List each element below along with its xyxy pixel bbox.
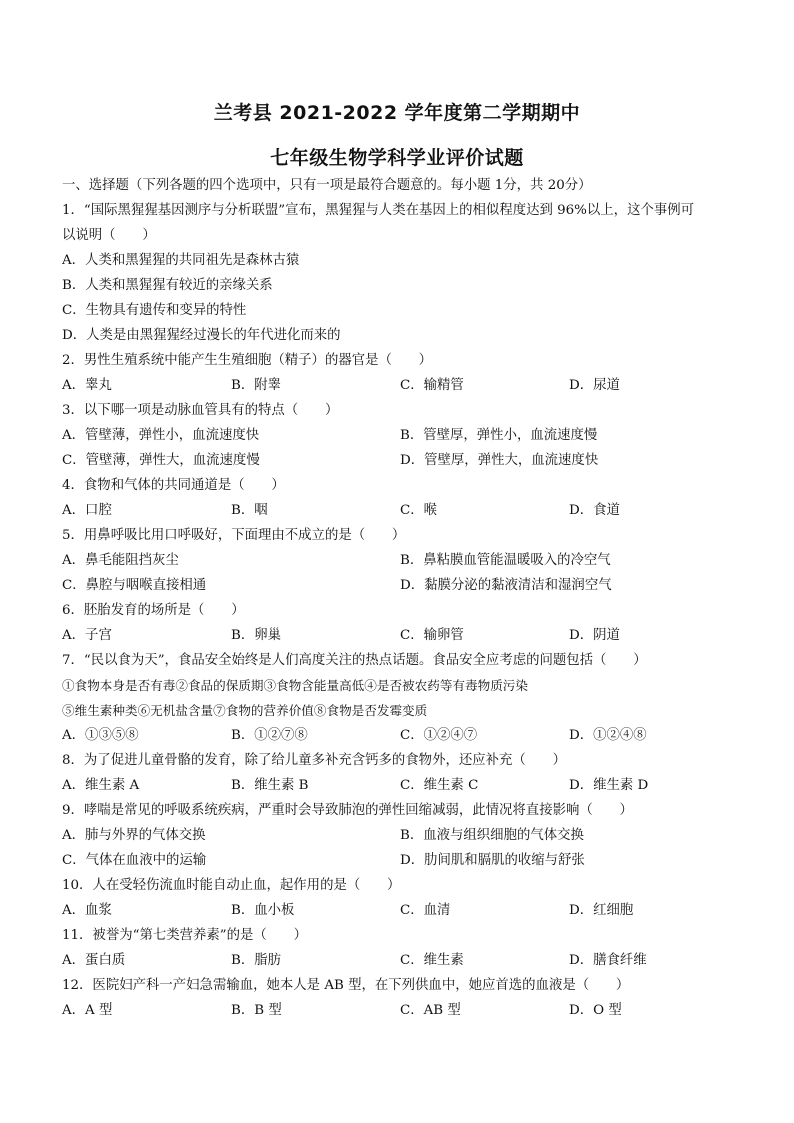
option-D: D．管壁厚，弹性大，血流速度快 — [400, 453, 599, 468]
option-B: B．附睾 — [231, 378, 282, 393]
question-stem: 11．被誉为“第七类营养素”的是（ ） — [62, 928, 307, 943]
question-7 — [62, 648, 738, 748]
exam-title: 兰考县 2021-2022 学年度第二学期期中 — [213, 102, 581, 124]
option-D: D．红细胞 — [569, 903, 634, 918]
question-stem: 12．医院妇产科一产妇急需输血，她本人是 AB 型，在下列供血中，她应首选的血液是（ ） — [62, 978, 630, 993]
option-row — [62, 423, 738, 448]
option-C: C．维生素 — [400, 953, 464, 968]
question-1 — [62, 198, 738, 348]
option-D: D．①②④⑧ — [569, 728, 647, 743]
question-stem: 1．“国际黑猩猩基因测序与分析联盟”宣布，黑猩猩与人类在基因上的相似程度达到 96%以上，这个事例可 — [62, 203, 695, 218]
question-2 — [62, 348, 738, 398]
option-A: A．A 型 — [62, 1003, 113, 1018]
option-D: D．肋间肌和膈肌的收缩与舒张 — [400, 853, 585, 868]
option-B: B．血小板 — [231, 903, 295, 918]
option-row — [62, 548, 738, 573]
question-stem: 2．男性生殖系统中能产生生殖细胞（精子）的器官是（ ） — [62, 353, 433, 368]
question-8 — [62, 748, 738, 798]
option-B: B．管壁厚，弹性小，血流速度慢 — [400, 428, 598, 443]
option-D: D．O 型 — [569, 1003, 622, 1018]
option-D: D．维生素 D — [569, 778, 649, 793]
option-A: A．管壁薄，弹性小，血流速度快 — [62, 428, 260, 443]
option-row — [62, 773, 738, 798]
option-row — [62, 573, 738, 598]
option-C: C．生物具有遗传和变异的特性 — [62, 303, 247, 318]
option-row — [62, 373, 738, 398]
question-stem: 5．用鼻呼吸比用口呼吸好，下面理由不成立的是（ ） — [62, 528, 406, 543]
option-row — [62, 948, 738, 973]
option-C: C．输精管 — [400, 378, 464, 393]
option-B: B．人类和黑猩猩有较近的亲缘关系 — [62, 278, 273, 293]
question-11 — [62, 923, 738, 973]
question-statement: ⑤维生素种类⑥无机盐含量⑦食物的营养价值⑧食物是否发霉变质 — [62, 703, 428, 718]
question-3 — [62, 398, 738, 473]
option-C: C．鼻腔与咽喉直接相通 — [62, 578, 207, 593]
option-B: B．血液与组织细胞的气体交换 — [400, 828, 584, 843]
option-B: B．①②⑦⑧ — [231, 728, 308, 743]
question-statement: ①食物本身是否有毒②食品的保质期③食物含能量高低④是否被农药等有毒物质污染 — [62, 678, 528, 693]
option-row — [62, 823, 738, 848]
question-stem: 8．为了促进儿童骨骼的发育，除了给儿童多补充含钙多的食物外，还应补充（ ） — [62, 753, 566, 768]
option-B: B．咽 — [231, 503, 268, 518]
option-D: D．膳食纤维 — [569, 953, 647, 968]
option-A: A．维生素 A — [62, 778, 140, 793]
option-A: A．鼻毛能阻挡灰尘 — [62, 553, 179, 568]
option-D: D．阴道 — [569, 628, 620, 643]
option-A: A．肺与外界的气体交换 — [62, 828, 206, 843]
option-A: A．人类和黑猩猩的共同祖先是森林古猿 — [62, 253, 300, 268]
option-C: C．AB 型 — [400, 1003, 461, 1018]
exam-subtitle: 七年级生物学科学业评价试题 — [270, 147, 524, 169]
option-D: D．食道 — [569, 503, 620, 518]
option-C: C．血清 — [400, 903, 451, 918]
question-4 — [62, 473, 738, 523]
option-A: A．蛋白质 — [62, 953, 126, 968]
option-A: A．血浆 — [62, 903, 112, 918]
question-list — [62, 198, 738, 1023]
option-C: C．管壁薄，弹性大，血流速度慢 — [62, 453, 260, 468]
question-stem: 9．哮喘是常见的呼吸系统疾病，严重时会导致肺泡的弹性回缩减弱，此情况将直接影响（ ） — [62, 803, 633, 818]
option-B: B．鼻粘膜血管能温暖吸入的冷空气 — [400, 553, 611, 568]
question-stem: 4．食物和气体的共同通道是（ ） — [62, 478, 285, 493]
option-C: C．维生素 C — [400, 778, 479, 793]
option-C: C．气体在血液中的运输 — [62, 853, 207, 868]
question-stem: 以说明（ ） — [62, 228, 156, 243]
question-stem: 3．以下哪一项是动脉血管具有的特点（ ） — [62, 403, 339, 418]
option-B: B．维生素 B — [231, 778, 309, 793]
option-row — [62, 848, 738, 873]
exam-content — [62, 173, 738, 1023]
option-row — [62, 498, 738, 523]
option-D: D．黏膜分泌的黏液清洁和湿润空气 — [400, 578, 612, 593]
question-stem: 6．胚胎发育的场所是（ ） — [62, 603, 245, 618]
option-row — [62, 623, 738, 648]
option-C: C．①②④⑦ — [400, 728, 478, 743]
question-10 — [62, 873, 738, 923]
question-stem: 10．人在受轻伤流血时能自动止血，起作用的是（ ） — [62, 878, 401, 893]
option-row — [62, 448, 738, 473]
question-5 — [62, 523, 738, 598]
option-B: B．脂肪 — [231, 953, 282, 968]
option-A: A．子宫 — [62, 628, 112, 643]
question-stem: 7．“民以食为天”，食品安全始终是人们高度关注的热点话题。食品安全应考虑的问题包括（ ） — [62, 653, 647, 668]
option-B: B．卵巢 — [231, 628, 282, 643]
question-9 — [62, 798, 738, 873]
option-row — [62, 898, 738, 923]
option-B: B．B 型 — [231, 1003, 282, 1018]
question-12 — [62, 973, 738, 1023]
option-A: A．睾丸 — [62, 378, 112, 393]
option-row — [62, 998, 738, 1023]
question-6 — [62, 598, 738, 648]
option-C: C．输卵管 — [400, 628, 464, 643]
option-D: D．尿道 — [569, 378, 620, 393]
option-row — [62, 723, 738, 748]
option-A: A．口腔 — [62, 503, 112, 518]
section-heading: 一、选择题（下列各题的四个选项中，只有一项是最符合题意的。每小题 1分，共 20分） — [62, 178, 592, 193]
option-D: D．人类是由黑猩猩经过漫长的年代进化而来的 — [62, 328, 341, 343]
option-A: A．①③⑤⑧ — [62, 728, 139, 743]
option-C: C．喉 — [400, 503, 438, 518]
